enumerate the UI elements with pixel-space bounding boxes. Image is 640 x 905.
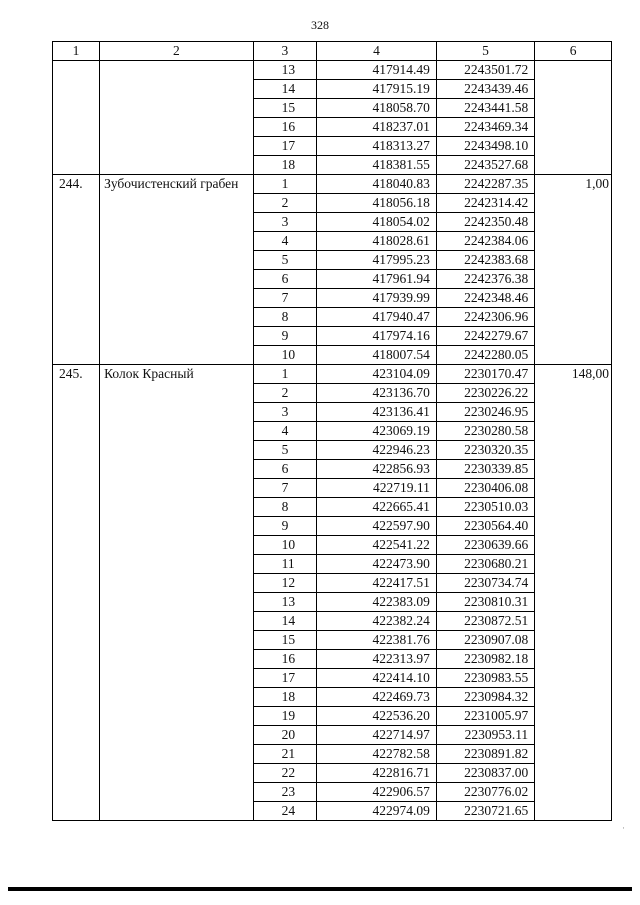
point-number: 23 [253, 783, 316, 802]
point-number: 6 [253, 270, 316, 289]
point-number: 3 [253, 213, 316, 232]
point-number: 16 [253, 650, 316, 669]
coordinate-y: 2242279.67 [436, 327, 534, 346]
point-number: 14 [253, 80, 316, 99]
coordinate-y: 2243527.68 [436, 156, 534, 175]
coordinate-x: 417961.94 [317, 270, 437, 289]
coordinate-y: 2230907.08 [436, 631, 534, 650]
object-area: 1,00 [535, 175, 612, 365]
coordinate-x: 422974.09 [317, 802, 437, 821]
coordinate-y: 2243501.72 [436, 61, 534, 80]
point-number: 2 [253, 194, 316, 213]
coordinate-x: 423136.41 [317, 403, 437, 422]
point-number: 2 [253, 384, 316, 403]
coordinate-y: 2243469.34 [436, 118, 534, 137]
coordinate-x: 422381.76 [317, 631, 437, 650]
coordinate-y: 2230953.11 [436, 726, 534, 745]
coordinate-y: 2230776.02 [436, 783, 534, 802]
table-row [53, 365, 612, 384]
coordinate-y: 2230891.82 [436, 745, 534, 764]
coordinate-y: 2242376.38 [436, 270, 534, 289]
coordinate-x: 418007.54 [317, 346, 437, 365]
coordinate-x: 417939.99 [317, 289, 437, 308]
coordinate-y: 2230984.32 [436, 688, 534, 707]
object-area: 148,00 [535, 365, 612, 821]
coordinate-x: 422714.97 [317, 726, 437, 745]
coordinate-x: 418313.27 [317, 137, 437, 156]
point-number: 5 [253, 441, 316, 460]
point-number: 15 [253, 99, 316, 118]
table-row [53, 175, 612, 194]
point-number: 1 [253, 365, 316, 384]
coordinate-y: 2242383.68 [436, 251, 534, 270]
point-number: 6 [253, 460, 316, 479]
coordinate-x: 418058.70 [317, 99, 437, 118]
coordinate-y: 2242280.05 [436, 346, 534, 365]
bottom-rule [8, 887, 632, 891]
point-number: 4 [253, 422, 316, 441]
coordinate-x: 418381.55 [317, 156, 437, 175]
coordinate-y: 2243498.10 [436, 137, 534, 156]
coordinate-x: 422856.93 [317, 460, 437, 479]
coordinate-x: 417995.23 [317, 251, 437, 270]
coordinate-y: 2230734.74 [436, 574, 534, 593]
coordinate-y: 2230639.66 [436, 536, 534, 555]
coordinate-x: 423104.09 [317, 365, 437, 384]
coordinate-y: 2230280.58 [436, 422, 534, 441]
coordinate-x: 422469.73 [317, 688, 437, 707]
coordinate-y: 2230982.18 [436, 650, 534, 669]
column-header-5: 5 [436, 42, 534, 61]
point-number: 9 [253, 327, 316, 346]
coordinate-x: 417914.49 [317, 61, 437, 80]
point-number: 18 [253, 156, 316, 175]
point-number: 11 [253, 555, 316, 574]
scan-mark: · [622, 823, 625, 833]
coordinate-x: 422414.10 [317, 669, 437, 688]
point-number: 1 [253, 175, 316, 194]
table-row [53, 61, 612, 80]
coordinate-y: 2242350.48 [436, 213, 534, 232]
coordinate-y: 2243441.58 [436, 99, 534, 118]
point-number: 3 [253, 403, 316, 422]
coordinate-x: 417940.47 [317, 308, 437, 327]
column-header-1: 1 [53, 42, 100, 61]
point-number: 12 [253, 574, 316, 593]
coordinate-y: 2230564.40 [436, 517, 534, 536]
point-number: 7 [253, 479, 316, 498]
coordinate-y: 2230810.31 [436, 593, 534, 612]
coordinate-y: 2230721.65 [436, 802, 534, 821]
coordinate-y: 2230320.35 [436, 441, 534, 460]
coordinate-x: 422383.09 [317, 593, 437, 612]
coordinate-y: 2242306.96 [436, 308, 534, 327]
point-number: 9 [253, 517, 316, 536]
coordinate-y: 2242348.46 [436, 289, 534, 308]
point-number: 19 [253, 707, 316, 726]
coordinate-x: 422816.71 [317, 764, 437, 783]
coordinate-y: 2230872.51 [436, 612, 534, 631]
object-number [53, 61, 100, 175]
page-number: 328 [311, 18, 329, 32]
object-area [535, 61, 612, 175]
point-number: 21 [253, 745, 316, 764]
point-number: 24 [253, 802, 316, 821]
coordinate-x: 422536.20 [317, 707, 437, 726]
point-number: 8 [253, 498, 316, 517]
column-header-3: 3 [253, 42, 316, 61]
coordinate-y: 2230680.21 [436, 555, 534, 574]
coordinate-x: 423069.19 [317, 422, 437, 441]
coordinate-x: 422946.23 [317, 441, 437, 460]
point-number: 16 [253, 118, 316, 137]
column-header-6: 6 [535, 42, 612, 61]
point-number: 15 [253, 631, 316, 650]
object-name [100, 61, 254, 175]
coordinate-y: 2242287.35 [436, 175, 534, 194]
coordinate-x: 418040.83 [317, 175, 437, 194]
coordinate-x: 418056.18 [317, 194, 437, 213]
coordinate-x: 422665.41 [317, 498, 437, 517]
coordinate-x: 422541.22 [317, 536, 437, 555]
point-number: 22 [253, 764, 316, 783]
coordinate-y: 2230837.00 [436, 764, 534, 783]
point-number: 20 [253, 726, 316, 745]
point-number: 10 [253, 536, 316, 555]
column-header-4: 4 [317, 42, 437, 61]
point-number: 5 [253, 251, 316, 270]
coordinate-y: 2231005.97 [436, 707, 534, 726]
coordinate-y: 2230983.55 [436, 669, 534, 688]
coordinates-table [52, 41, 612, 821]
point-number: 13 [253, 61, 316, 80]
coordinate-y: 2230246.95 [436, 403, 534, 422]
coordinate-y: 2243439.46 [436, 80, 534, 99]
point-number: 18 [253, 688, 316, 707]
coordinate-y: 2230406.08 [436, 479, 534, 498]
coordinate-x: 422782.58 [317, 745, 437, 764]
object-name: Зубочистенский грабен [100, 175, 254, 365]
coordinate-x: 422313.97 [317, 650, 437, 669]
coordinate-x: 422597.90 [317, 517, 437, 536]
point-number: 8 [253, 308, 316, 327]
object-number: 244. [53, 175, 100, 365]
coordinate-x: 422473.90 [317, 555, 437, 574]
coordinate-y: 2230339.85 [436, 460, 534, 479]
coordinate-x: 422906.57 [317, 783, 437, 802]
point-number: 13 [253, 593, 316, 612]
object-number: 245. [53, 365, 100, 821]
coordinate-x: 418054.02 [317, 213, 437, 232]
column-header-2: 2 [100, 42, 254, 61]
coordinate-y: 2230226.22 [436, 384, 534, 403]
coordinate-y: 2230510.03 [436, 498, 534, 517]
point-number: 14 [253, 612, 316, 631]
point-number: 4 [253, 232, 316, 251]
coordinate-y: 2242384.06 [436, 232, 534, 251]
point-number: 17 [253, 669, 316, 688]
point-number: 7 [253, 289, 316, 308]
coordinate-x: 418237.01 [317, 118, 437, 137]
coordinate-x: 423136.70 [317, 384, 437, 403]
coordinate-y: 2242314.42 [436, 194, 534, 213]
coordinate-x: 422417.51 [317, 574, 437, 593]
coordinate-x: 417915.19 [317, 80, 437, 99]
coordinate-x: 422719.11 [317, 479, 437, 498]
coordinate-x: 417974.16 [317, 327, 437, 346]
coordinate-y: 2230170.47 [436, 365, 534, 384]
point-number: 17 [253, 137, 316, 156]
header-row [53, 42, 612, 61]
coordinate-x: 418028.61 [317, 232, 437, 251]
point-number: 10 [253, 346, 316, 365]
object-name: Колок Красный [100, 365, 254, 821]
coordinate-x: 422382.24 [317, 612, 437, 631]
